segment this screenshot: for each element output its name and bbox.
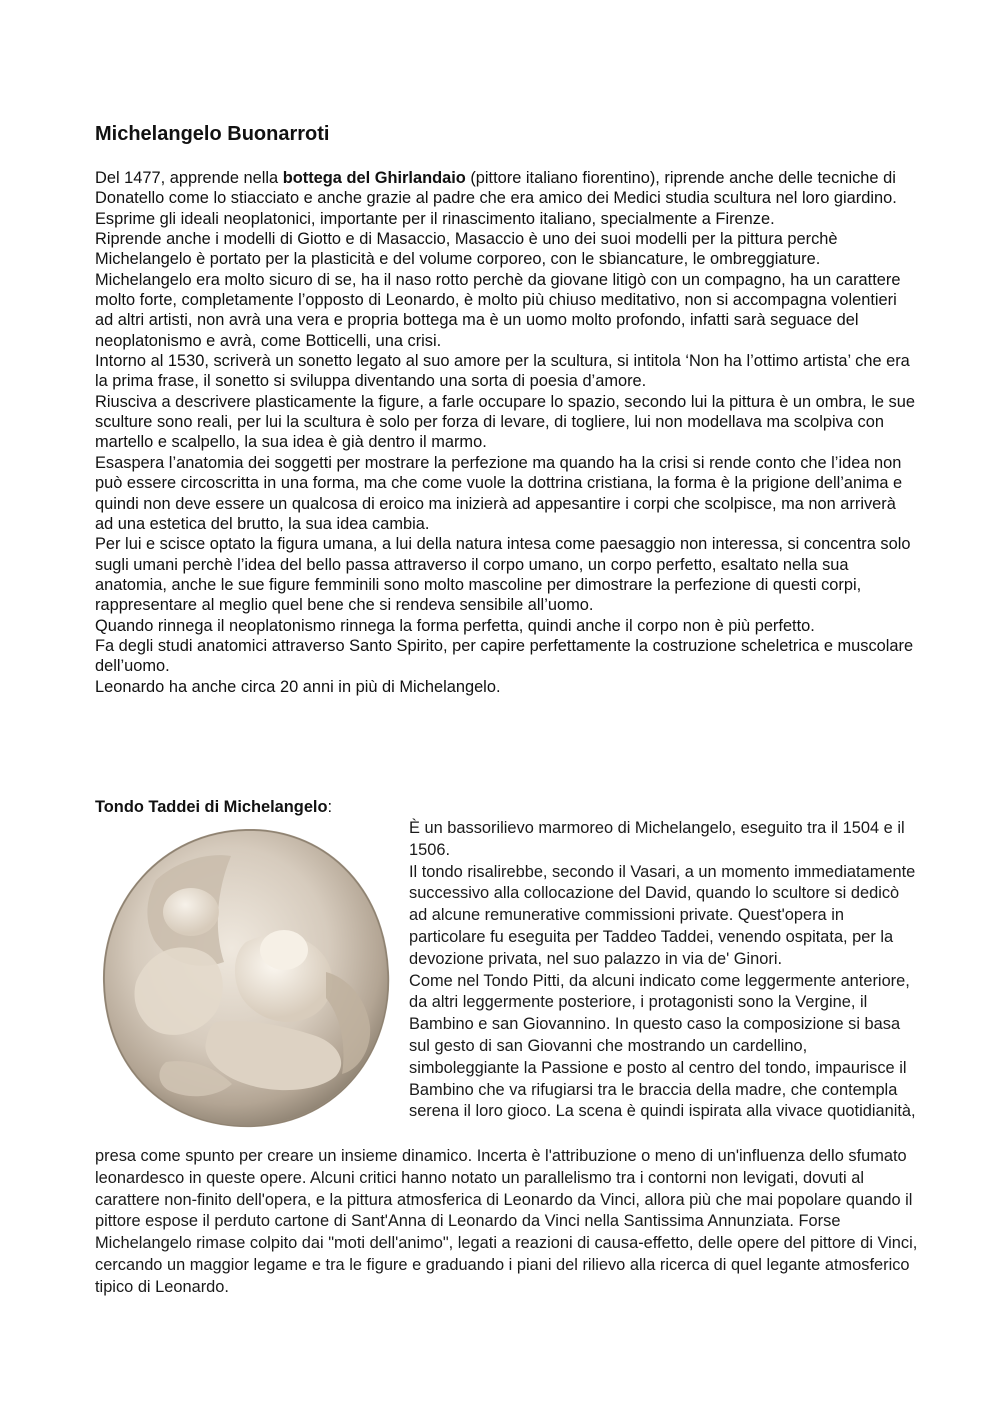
intro-paragraph: Quando rinnega il neoplatonismo rinnega la forma perfetta, quindi anche il corpo non è più perfetto. (95, 616, 815, 635)
intro-paragraph: Intorno al 1530, scriverà un sonetto legato al suo amore per la scultura, si intitola ‘Non ha l’ottimo artista’ che era la prima frase, il sonetto si sviluppa diventando una sorta di poesia d’amore. (95, 352, 910, 391)
tondo-heading-colon: : (327, 798, 333, 816)
intro-text-run: Del 1477, apprende nella (95, 169, 283, 187)
intro-paragraph: Michelangelo era molto sicuro di se, ha il naso rotto perchè da giovane litigò con un compagno, ha un carattere molto forte, completamente l’opposto di Leonardo, è molto più chiuso meditativo, non si accompagna volentieri ad altri artisti, non avrà una vera e propria bottega ma è un uomo molto profondo, infatti sarà seguace del neoplatonismo e avrà, come Botticelli, una crisi. (95, 270, 901, 350)
page-title: Michelangelo Buonarroti (95, 123, 330, 145)
intro-paragraph: Fa degli studi anatomici attraverso Santo Spirito, per capire perfettamente la costruzione scheletrica e muscolare dell’uomo. (95, 636, 914, 676)
tondo-description (409, 818, 919, 1123)
intro-paragraph-1 (95, 168, 915, 209)
tondo-taddei-relief-image (96, 822, 396, 1134)
intro-paragraph: Riusciva a descrivere plasticamente la figure, a farle occupare lo spazio, secondo lui la pittura è un ombra, le sue sculture sono reali, per lui la scultura è solo per forza di levare, di togliere, lui non modellava ma scolpiva con martello e scalpello, la sua idea è già dentro il marmo. (95, 392, 915, 452)
intro-paragraph: Riprende anche i modelli di Giotto e di Masaccio, Masaccio è uno dei suoi modelli per la pittura perchè Michelangelo è portato per la plasticità e del volume corporeo, con le sbiancature, le ombreggiature. (95, 230, 838, 269)
tondo-heading (95, 797, 332, 817)
tondo-paragraph: Il tondo risalirebbe, secondo il Vasari, a un momento immediatamente successivo alla collocazione del David, quando lo scultore si dedicò ad alcune remunerative commissioni private. Quest'opera in particolare fu eseguita per Taddeo Taddei, venendo ospitata, per la devozione privata, nel suo palazzo in via de' Ginori. (409, 862, 916, 968)
intro-text (95, 168, 915, 697)
tondo-heading-label: Tondo Taddei di Michelangelo (95, 798, 328, 816)
tondo-description-continued (95, 1146, 920, 1299)
tondo-paragraph: È un bassorilievo marmoreo di Michelangelo, eseguito tra il 1504 e il 1506. (409, 819, 905, 859)
intro-text-run: (pittore italiano fiorentino), riprende anche delle tecniche di Donatello come lo stiacciato e anche grazie al padre che era amico dei Medici studia scultura nel loro giardino. (95, 169, 897, 208)
intro-paragraph: Per lui e scisce optato la figura umana, a lui della natura intesa come paesaggio non interessa, si concentra solo sugli umani perchè l’idea del bello passa attraverso il corpo umano, un corpo perfetto, esaltato nella sua anatomia, anche le sue figure femminili sono molto mascoline per dimostrare la perfezione di questi corpi, rappresentare al meglio quel bene che si rendeva sensibile all’uomo. (95, 535, 911, 615)
tondo-paragraph-continued: presa come spunto per creare un insieme dinamico. Incerta è l'attribuzione o meno di un'influenza dello sfumato leonardesco in queste opere. Alcuni critici hanno notato un parallelismo tra i contorni non levigati, dovuti al carattere non-finito dell'opera, e la pittura atmosferica di Leonardo da Vinci, allora più che mai popolare quando il pittore espose il perduto cartone di Sant'Anna di Leonardo da Vinci nella Santissima Annunziata. Forse Michelangelo rimase colpito dai "moti dell'animo", legati a reazioni di causa-effetto, delle opere del pittore di Vinci, cercando un maggior legame e tra le figure e graduando i piani del rilievo alla ricerca di quel legante atmosferico tipico di Leonardo. (95, 1147, 918, 1296)
intro-paragraph: Esaspera l’anatomia dei soggetti per mostrare la perfezione ma quando ha la crisi si rende conto che l’idea non può essere circoscritta in una forma, ma che come vuole la dottrina cristiana, la forma è la prigione dell’anima e quindi non deve essere un qualcosa di eroico ma inizierà ad appesantire i corpi che scolpisce, ma non arriverà ad una estetica del brutto, la sua idea cambia. (95, 453, 903, 533)
tondo-paragraph: Come nel Tondo Pitti, da alcuni indicato come leggermente anteriore, da altri leggermente posteriore, i protagonisti sono la Vergine, il Bambino e san Giovannino. In questo caso la composizione si basa sul gesto di san Giovanni che mostrando un cardellino, simboleggiante la Passione e posto al centro del tondo, impaurisce il Bambino che va rifugiarsi tra le braccia della madre, che contempla serena il loro gioco. La scena è quindi ispirata alla vivace quotidianità, (409, 971, 916, 1121)
intro-paragraph: Leonardo ha anche circa 20 anni in più di Michelangelo. (95, 677, 501, 696)
intro-paragraph: Esprime gli ideali neoplatonici, importante per il rinascimento italiano, specialmente a Firenze. (95, 209, 775, 228)
intro-bold-run: bottega del Ghirlandaio (282, 169, 466, 187)
